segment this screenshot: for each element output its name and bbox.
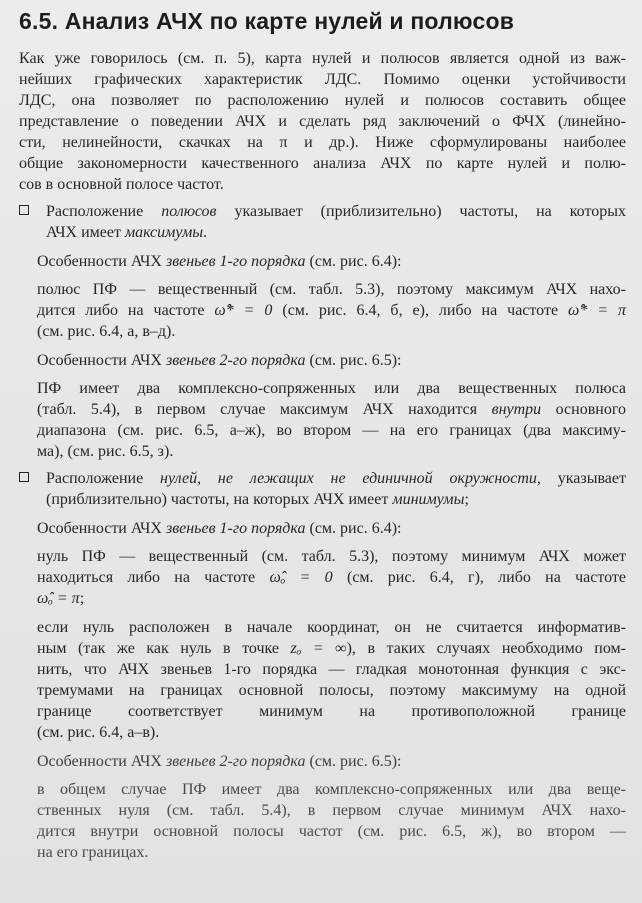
intro-line: Как уже говорилось (см. п. 5), карта нулей и полюсов является одной из важ- [19, 50, 626, 67]
formula: zₒ = ∞ [290, 640, 347, 657]
section-heading: 6.5. Анализ АЧХ по карте нулей и полюсов [19, 8, 515, 34]
checkbox-bullet-icon [19, 205, 29, 215]
formula: ω̂ₒ = π [37, 590, 80, 607]
intro-line: нейших графических характеристик ЛДС. Помимо оценки устойчивости [19, 71, 626, 88]
text-line: в общем случае ПФ имеет два комплексно-сопряженных или два веще- [37, 781, 626, 798]
intro-paragraph [19, 48, 626, 195]
subheading-first-order-poles: Особенности АЧХ звеньев 1-го порядка (см. рис. 6.4): [37, 253, 402, 270]
text-line: ма), (см. рис. 6.5, з). [37, 443, 174, 460]
first-order-poles-text [19, 279, 626, 342]
text-line: дится внутри основной полосы частот (см. рис. 6.5, ж), во втором — [37, 823, 626, 840]
text-line: нить, что АЧХ звеньев 1-го порядка — гладкая монотонная функция с экс- [37, 661, 626, 678]
second-order-poles-text [19, 378, 626, 462]
text-line: тремумами на границах основной полосы, поэтому максимуму на одной [37, 682, 626, 699]
text-line: если нуль расположен в начале координат, он не считается информатив- [37, 619, 626, 636]
checkbox-bullet-icon [19, 472, 29, 482]
text-line: дится либо на частоте ω̂* = 0 (см. рис. 6.4, б, е), либо на частоте ω̂* = π [37, 302, 627, 319]
text-line: ω̂ₒ = π; [37, 590, 85, 607]
bullet-zeros [19, 468, 626, 510]
intro-line: сти, нелинейности, скачках на π и др.). Ниже сформулированы наиболее [19, 134, 626, 151]
second-order-zeros-text [19, 779, 626, 863]
text-line: диапазона (см. рис. 6.5, а–ж), во втором — на его границах (два максиму- [37, 422, 626, 439]
text-line: ным (так же как нуль в точке zₒ = ∞), в таких случаях необходимо пом- [37, 640, 627, 657]
zero-at-origin-text [19, 617, 626, 743]
text-line: полюс ПФ — вещественный (см. табл. 5.3), поэтому максимум АЧХ нахо- [37, 281, 626, 298]
intro-line: представление о поведении АЧХ и сделать ряд заключений о ФЧХ (линейно- [19, 113, 626, 130]
subheading-second-order-poles: Особенности АЧХ звеньев 2-го порядка (см. рис. 6.5): [37, 352, 402, 369]
text-line: (см. рис. 6.4, а, в–д). [37, 323, 176, 340]
text-line: (табл. 5.4), в первом случае максимум АЧХ находится внутри основного [37, 401, 627, 418]
text-line: (см. рис. 6.4, а–в). [37, 724, 160, 741]
intro-line: общие закономерности качественного анализа АЧХ по карте нулей и полю- [19, 155, 626, 172]
bullet-line: Расположение полюсов указывает (приблизительно) частоты, на которых [46, 203, 626, 220]
bullet-line: Расположение нулей, не лежащих не единичной окружности, указывает [46, 470, 626, 487]
subheading-second-order-zeros: Особенности АЧХ звеньев 2-го порядка (см. рис. 6.5): [37, 753, 402, 770]
bullet-line: АЧХ имеет максимумы. [46, 224, 208, 241]
text-line: границе соответствует минимум на противоположной границе [37, 703, 626, 720]
text-line: находиться либо на частоте ω̂ₒ = 0 (см. рис. 6.4, г), либо на частоте [37, 569, 627, 586]
formula: ω̂* = π [568, 302, 627, 319]
text-line: на его границах. [37, 844, 149, 861]
bullet-poles [19, 201, 626, 243]
text-line: ПФ имеет два комплексно-сопряженных или два вещественных полюса [37, 380, 626, 397]
text-line: ственных нуля (см. табл. 5.4), в первом случае минимум АЧХ нахо- [37, 802, 626, 819]
subheading-first-order-zeros: Особенности АЧХ звеньев 1-го порядка (см. рис. 6.4): [37, 520, 402, 537]
intro-line: ЛДС, она позволяет по расположению нулей и полюсов составить общее [19, 92, 626, 109]
first-order-zeros-text [19, 546, 626, 609]
text-line: нуль ПФ — вещественный (см. табл. 5.3), поэтому минимум АЧХ может [37, 548, 626, 565]
formula: ω̂ₒ = 0 [269, 569, 333, 586]
formula: ω̂* = 0 [214, 302, 273, 319]
intro-line: сов в основной полосе частот. [19, 176, 224, 193]
bullet-line: (приблизительно) частоты, на которых АЧХ имеет минимумы; [46, 491, 469, 508]
